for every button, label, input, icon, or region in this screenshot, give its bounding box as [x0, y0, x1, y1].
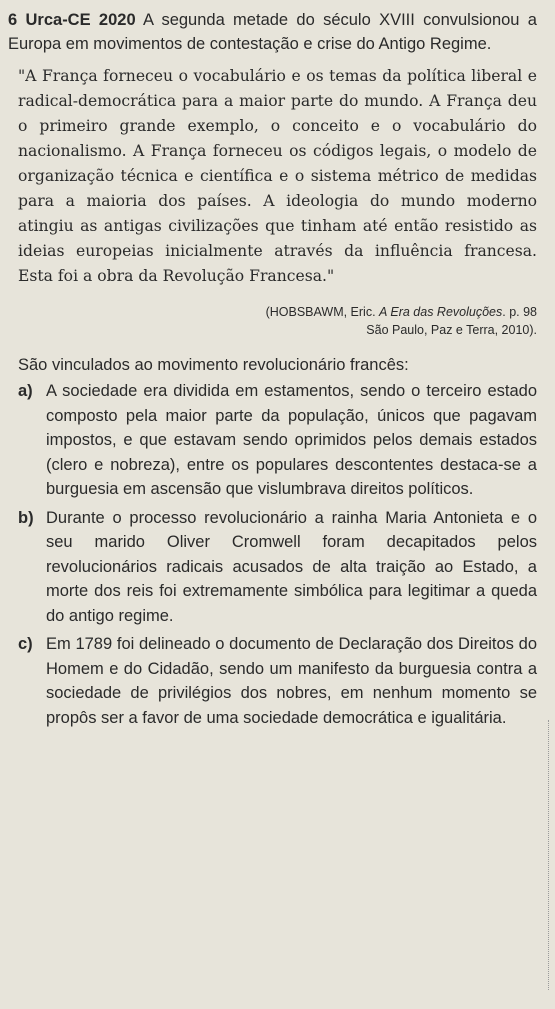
question-header	[8, 8, 537, 56]
option-a[interactable]	[8, 379, 537, 502]
question-prompt: São vinculados ao movimento revolucionário francês:	[18, 356, 409, 374]
option-letter: a)	[18, 382, 33, 400]
option-text: A sociedade era dividida em estamentos, sendo o terceiro estado composto pela maior parte da população, únicos que pagavam impostos, e que estavam sendo oprimidos pelos demais estados (clero e nobreza), entre os populares descontentes destaca-se a burguesia em ascensão que vislumbrava direitos políticos.	[46, 382, 537, 498]
quote-text: "A França forneceu o vocabulário e os temas da política liberal e radical-democrática para a maior parte do mundo. A França deu o primeiro grande exemplo, o conceito e o vocabulário do nacionalismo. A França forneceu os códigos legais, o modelo de organização técnica e científica e o sistema métrico de medidas para a maioria dos países. A ideologia do mundo moderno atingiu as antigas civilizações que tinham até então resistido as ideias europeias inicialmente através da influência francesa. Esta foi a obra da Revolução Francesa."	[18, 67, 537, 285]
citation-page: . p. 98	[502, 305, 537, 319]
citation-publisher: São Paulo, Paz e Terra, 2010).	[366, 323, 537, 337]
page-edge-divider	[548, 720, 549, 990]
option-text: Em 1789 foi delineado o documento de Declaração dos Direitos do Homem e do Cidadão, sendo um manifesto da burguesia contra a sociedade de privilégios dos nobres, em nenhum momento se propôs ser a favor de uma sociedade democrática e igualitária.	[46, 635, 537, 727]
question-intro: A segunda metade do século XVIII convulsionou a Europa em movimentos de contestação e crise do Antigo Regime.	[8, 11, 537, 53]
option-c[interactable]	[8, 632, 537, 730]
question-source: Urca-CE 2020	[25, 11, 136, 29]
citation-author: (HOBSBAWM, Eric.	[265, 305, 380, 319]
option-text: Durante o processo revolucionário a rainha Maria Antonieta e o seu marido Oliver Cromwell foram decapitados pelos revolucionários radicais acusados de alta traição ao Estado, a morte dos reis foi extremamente simbólica para legitimar a queda do antigo regime.	[46, 508, 537, 625]
option-b[interactable]	[8, 506, 537, 629]
option-letter: c)	[18, 635, 33, 653]
question-number: 6	[8, 11, 18, 29]
option-letter: b)	[18, 508, 34, 527]
citation	[8, 303, 537, 339]
citation-title: A Era das Revoluções	[379, 305, 503, 319]
